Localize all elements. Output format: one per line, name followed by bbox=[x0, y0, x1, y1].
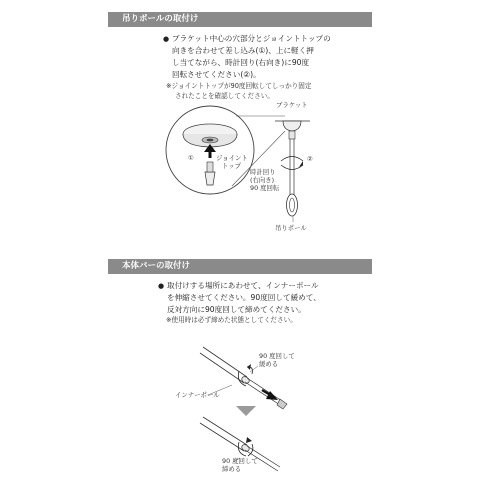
bullet-icon: ● bbox=[158, 282, 165, 290]
label-loosen bbox=[259, 352, 295, 368]
text-line: ブラケット中心の穴部分とジョイントトップの bbox=[172, 34, 331, 43]
label-line: 締める bbox=[222, 465, 242, 473]
text-line: 取付けする場所にあわせて、インナーポール bbox=[167, 281, 319, 290]
label-line: 緩める bbox=[259, 360, 279, 368]
text-line: 向きを合わせて差し込み(①)、上に軽く押 bbox=[172, 46, 314, 55]
text-line: 回転させてください(②)。 bbox=[172, 70, 261, 79]
label-line: トップ bbox=[222, 162, 241, 170]
label-line: 90 度回して bbox=[222, 457, 258, 465]
note-text: ※使用時は必ず締めた状態としてください。 bbox=[166, 316, 297, 324]
bullet-icon: ● bbox=[163, 35, 170, 43]
label-line: 時計回り bbox=[250, 168, 276, 176]
label-line: (右向き) bbox=[250, 176, 275, 184]
outer-pole-bottom bbox=[200, 417, 250, 453]
pointer-line bbox=[250, 366, 258, 372]
label-inner-pole: インナーポール bbox=[175, 391, 220, 399]
step-triangle-icon bbox=[236, 406, 256, 416]
note-line: ※ジョイントトップが90度回転してしっかり固定 bbox=[166, 82, 312, 90]
label-line: ジョイント bbox=[216, 154, 248, 162]
label-hanging-pole: 吊りポール bbox=[275, 224, 307, 232]
label-line: 90 度回転 bbox=[250, 184, 280, 192]
label-step-1: ① bbox=[188, 154, 194, 162]
note-line: されたことを確認してください。 bbox=[175, 91, 274, 100]
text-line: し当てながら、時計回り(右向き)に90度 bbox=[172, 58, 310, 67]
section-title: 吊りポールの取付け bbox=[122, 14, 199, 24]
outer-pole-top bbox=[200, 347, 250, 385]
label-step-2: ② bbox=[307, 155, 313, 163]
label-line: 90 度回して bbox=[259, 352, 295, 360]
label-tighten bbox=[222, 457, 258, 473]
text-line: 反対方向に90度回して締めてください。 bbox=[167, 305, 306, 314]
text-line: を伸縮させてください。90度回して緩めて、 bbox=[167, 293, 321, 302]
label-bracket: ブラケット bbox=[276, 101, 308, 109]
section-title: 本体バーの取付け bbox=[122, 261, 191, 271]
